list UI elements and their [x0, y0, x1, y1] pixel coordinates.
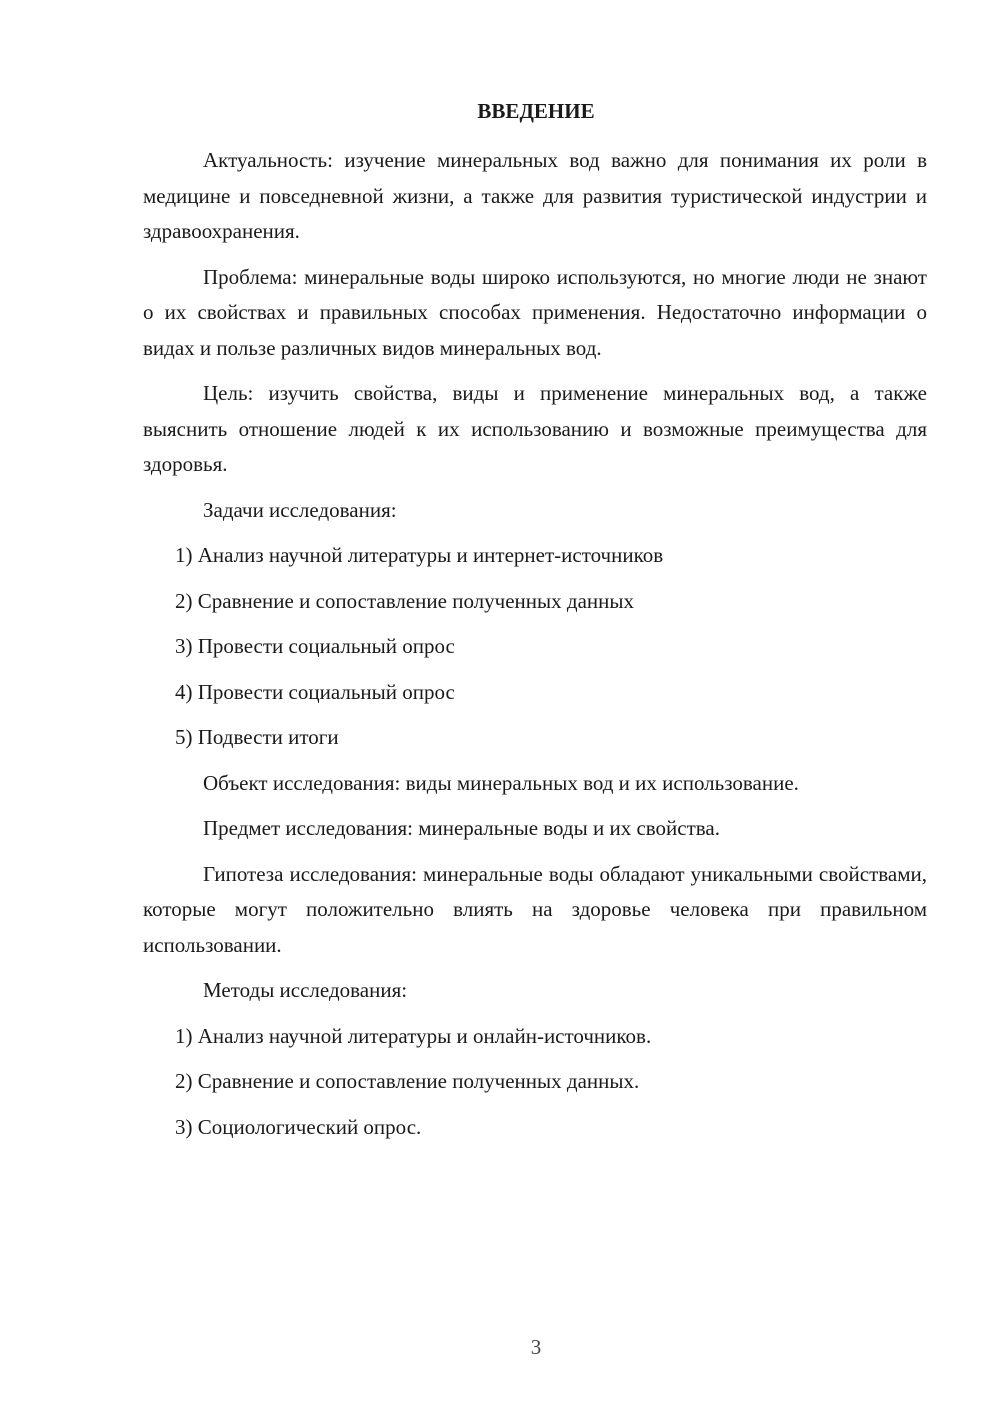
paragraph-hypothesis: Гипотеза исследования: минеральные воды обладают уникальными свойствами, которые могут положительно влиять на здоровье человека при правильном использовании.	[143, 861, 927, 957]
list-item: 1) Анализ научной литературы и онлайн-источников.	[175, 1023, 652, 1048]
methods-heading: Методы исследования:	[203, 978, 408, 1002]
list-item: 3) Провести социальный опрос	[175, 634, 455, 658]
paragraph-relevance: Актуальность: изучение минеральных вод важно для понимания их роли в медицине и повседневной жизни, а также для развития туристической индустрии и здравоохранения.	[143, 148, 927, 243]
list-item: 2) Сравнение и сопоставление полученных данных	[175, 588, 634, 613]
page-title: ВВЕДЕНИЕ	[477, 99, 595, 123]
list-item: 5) Подвести итоги	[175, 725, 339, 749]
paragraph-goal: Цель: изучить свойства, виды и применение минеральных вод, а также выяснить отношение людей к их использованию и возможные преимущества для здоровья.	[143, 381, 927, 476]
list-item: 1) Анализ научной литературы и интернет-источников	[175, 543, 664, 567]
tasks-heading: Задачи исследования:	[203, 497, 397, 522]
list-item: 2) Сравнение и сопоставление полученных данных.	[175, 1069, 640, 1093]
paragraph-subject: Предмет исследования: минеральные воды и их свойства.	[203, 816, 720, 840]
list-item: 4) Провести социальный опрос	[175, 679, 455, 704]
page-number: 3	[530, 1335, 542, 1359]
methods-list	[143, 1019, 927, 1146]
list-item: 3) Социологический опрос.	[175, 1114, 422, 1139]
paragraph-problem: Проблема: минеральные воды широко используются, но многие люди не знают о их свойствах и правильных способах применения. Недостаточно информации о видах и пользе различных видов минеральных вод.	[143, 264, 927, 360]
document-body	[143, 143, 927, 1155]
tasks-list	[143, 538, 927, 756]
paragraph-object: Объект исследования: виды минеральных вод и их использование.	[203, 770, 799, 795]
